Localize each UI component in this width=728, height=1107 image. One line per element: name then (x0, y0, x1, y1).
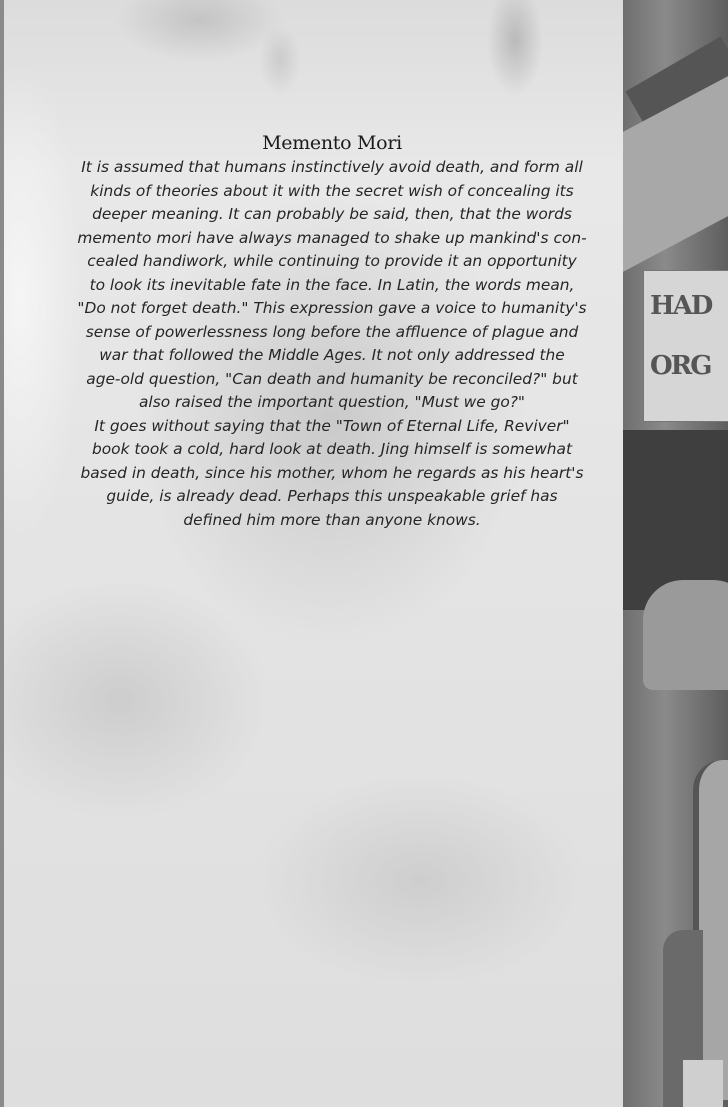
article-line: age-old question, "Can death and humanity be reconciled?" but (86, 369, 578, 388)
article-line: deeper meaning. It can probably be said, then, that the words (92, 205, 572, 223)
article-block (52, 132, 612, 532)
art-highlight (683, 1060, 723, 1107)
article-line: defined him more than anyone knows. (183, 510, 481, 529)
article-line: also raised the important question, "Must we go?" (138, 393, 525, 411)
article-line: cealed handiwork, while continuing to provide it an opportunity (87, 252, 577, 270)
sign-text-top: HAD (650, 291, 712, 321)
art-open-book (643, 580, 728, 690)
article-line: guide, is already dead. Perhaps this unspeakable grief has (106, 487, 558, 505)
article-line: kinds of theories about it with the secret wish of concealing its (90, 181, 574, 200)
article-title: Memento Mori (262, 132, 402, 154)
art-sign (643, 270, 728, 422)
article-line: based in death, since his mother, whom he regards as his heart's (80, 463, 584, 482)
manga-art-strip (623, 0, 728, 1107)
article-line: memento mori have always managed to shake up mankind's con- (77, 228, 587, 247)
article-line: war that followed the Middle Ages. It not only addressed the (99, 346, 565, 364)
article-line: "Do not forget death." This expression gave a voice to humanity's (77, 299, 587, 317)
article-line: book took a cold, hard look at death. Jing himself is somewhat (91, 440, 573, 458)
sign-text-bottom: ORG (650, 351, 711, 381)
page-edge-shadow (0, 0, 4, 1107)
article-line: to look its inevitable fate in the face. In Latin, the words mean, (89, 275, 575, 294)
article-line: It is assumed that humans instinctively avoid death, and form all (81, 158, 583, 176)
article-line: sense of powerlessness long before the affluence of plague and (85, 322, 579, 341)
article-line: It goes without saying that the "Town of Eternal Life, Reviver" (94, 416, 570, 435)
